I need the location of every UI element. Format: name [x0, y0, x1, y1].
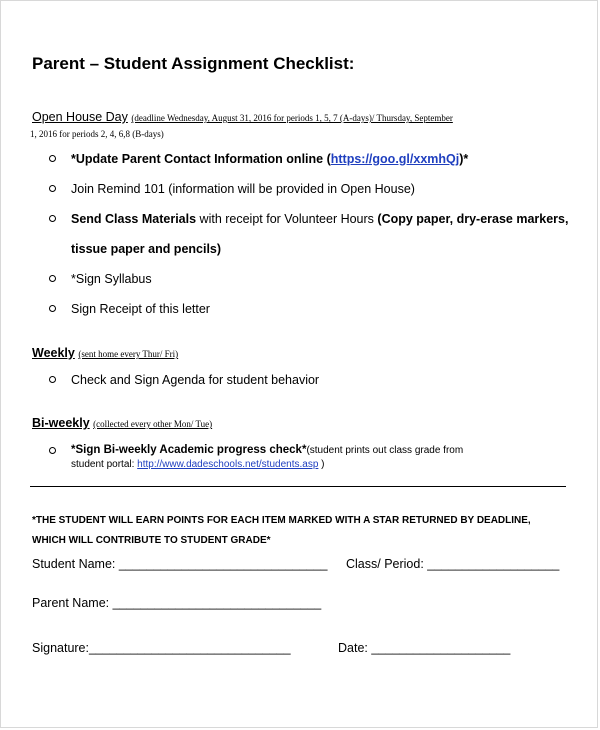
parent-name-field[interactable]: Parent Name: ______________________________ — [32, 596, 322, 610]
signature-field[interactable]: Signature:_____________________________ — [32, 641, 291, 655]
hollow-bullet-icon — [49, 447, 56, 454]
open-house-deadline-note: (deadline Wednesday, August 31, 2016 for periods 1, 5, 7 (A-days)/ Thursday, September — [131, 113, 453, 123]
divider — [30, 486, 566, 487]
list-item — [49, 204, 580, 264]
points-notice: *THE STUDENT WILL EARN POINTS FOR EACH ITEM MARKED WITH A STAR RETURNED BY DEADLINE, WHICH WILL CONTRIBUTE TO STUDENT GRADE* — [32, 515, 531, 546]
open-house-deadline-note-cont: 1, 2016 for periods 2, 4, 6,8 (B-days) — [30, 129, 164, 139]
list-item — [49, 436, 580, 476]
list-item — [49, 264, 580, 294]
list-item-text: Join Remind 101 (information will be provided in Open House) — [71, 182, 415, 196]
hollow-bullet-icon — [49, 305, 56, 312]
list-item-text: Check and Sign Agenda for student behavior — [71, 373, 320, 387]
list-item-text-cont: student portal: http://www.dadeschools.net/students.asp ) — [71, 459, 325, 470]
class-period-field[interactable]: Class/ Period: ___________________ — [346, 557, 560, 571]
list-item-text: *Sign Bi-weekly Academic progress check*(student prints out class grade from — [71, 444, 464, 456]
list-item-text: Send Class Materials with receipt for Volunteer Hours (Copy paper, dry-erase markers, tissue paper and pencils) — [71, 212, 569, 256]
hollow-bullet-icon — [49, 215, 56, 222]
list-item — [49, 144, 580, 174]
weekly-label: Weekly — [32, 346, 75, 360]
list-item — [49, 174, 580, 204]
student-name-field[interactable]: Student Name: ______________________________ — [32, 557, 328, 571]
list-item — [49, 365, 580, 395]
biweekly-label: Bi-weekly — [32, 416, 90, 430]
hollow-bullet-icon — [49, 155, 56, 162]
biweekly-note: (collected every other Mon/ Tue) — [93, 419, 213, 429]
list-item-text: *Update Parent Contact Information online (https://goo.gl/xxmhQj)* — [71, 152, 469, 166]
weekly-heading — [32, 346, 178, 360]
student-portal-link[interactable]: http://www.dadeschools.net/students.asp — [137, 459, 319, 470]
list-item — [49, 294, 580, 324]
hollow-bullet-icon — [49, 376, 56, 383]
biweekly-heading — [32, 416, 212, 430]
weekly-note: (sent home every Thur/ Fri) — [78, 349, 179, 359]
hollow-bullet-icon — [49, 185, 56, 192]
list-item-text: Sign Receipt of this letter — [71, 302, 210, 316]
date-field[interactable]: Date: ____________________ — [338, 641, 511, 655]
open-house-heading — [32, 110, 453, 124]
open-house-label: Open House Day — [32, 110, 128, 124]
contact-info-link[interactable]: https://goo.gl/xxmhQj — [330, 152, 460, 166]
page-title: Parent – Student Assignment Checklist: — [32, 54, 355, 73]
hollow-bullet-icon — [49, 275, 56, 282]
list-item-text: *Sign Syllabus — [71, 272, 152, 286]
